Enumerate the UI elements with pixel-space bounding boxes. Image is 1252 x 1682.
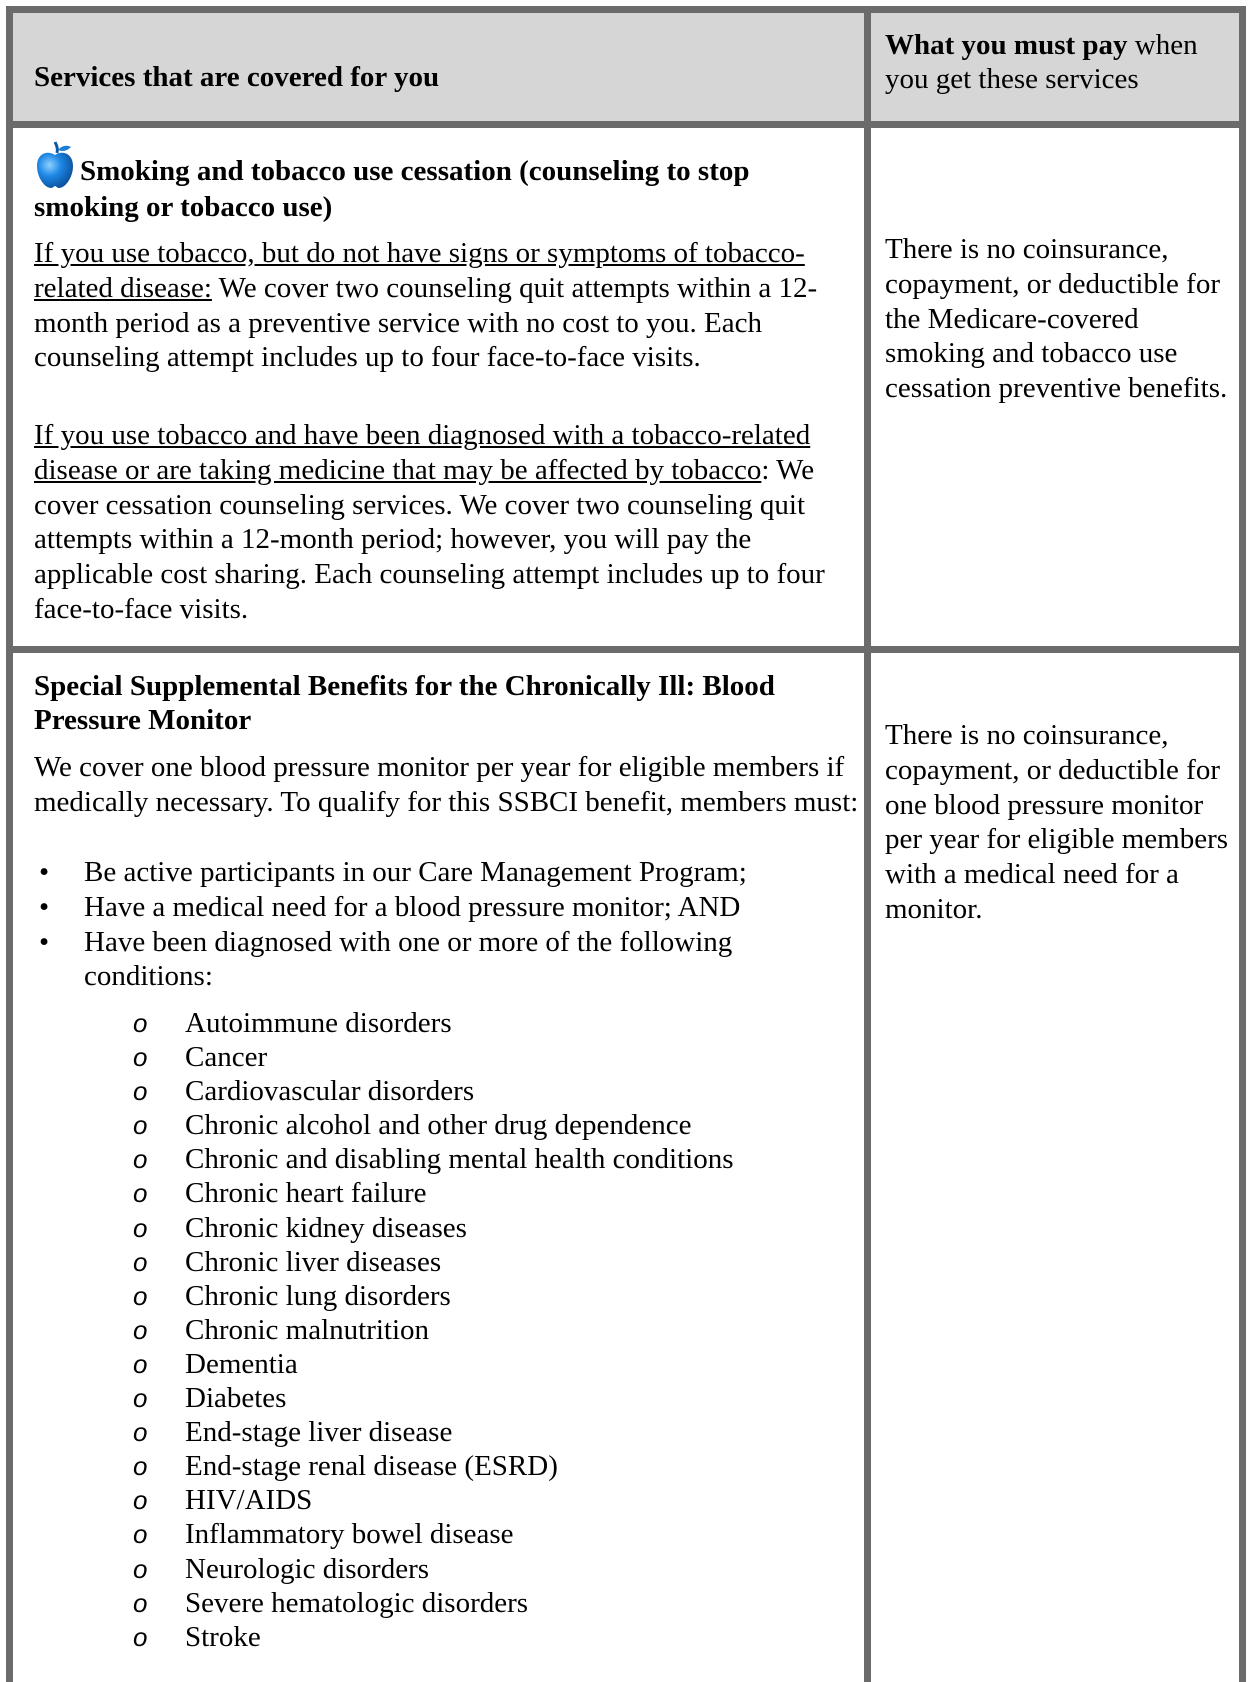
smoking-p2-text: : We cover cessation counseling services. We cover two counseling quit attempts within a 12-month period; however, you will pay the applicable cost sharing. Each counseling attempt includes up to four face-to-face visits. bbox=[34, 453, 825, 625]
list-item bbox=[133, 1552, 733, 1586]
ssbci-title: Special Supplemental Benefits for the Chronically Ill: Blood Pressure Monitor bbox=[34, 670, 775, 737]
smoking-title-text: Smoking and tobacco use cessation (counseling to stop smoking or tobacco use) bbox=[34, 155, 750, 223]
condition-text: Chronic malnutrition bbox=[185, 1313, 430, 1346]
smoking-p1-text: We cover two counseling quit attempts within a 12-month period as a preventive service with no cost to you. Each counseling attempt includes up to four face-to-face visits. bbox=[34, 271, 818, 374]
circle-bullet-icon: o bbox=[133, 1485, 148, 1516]
list-item bbox=[34, 855, 862, 890]
condition-text: Chronic lung disorders bbox=[185, 1279, 451, 1312]
list-item bbox=[34, 925, 862, 995]
ssbci-intro: We cover one blood pressure monitor per year for eligible members if medically necessary. To qualify for this SSBCI benefit, members must: bbox=[34, 751, 859, 818]
condition-text: Severe hematologic disorders bbox=[185, 1586, 529, 1619]
condition-text: HIV/AIDS bbox=[185, 1484, 313, 1517]
condition-text: Neurologic disorders bbox=[185, 1552, 430, 1585]
smoking-paragraph-1 bbox=[34, 236, 862, 375]
circle-bullet-icon: o bbox=[133, 1144, 148, 1175]
condition-text: Chronic and disabling mental health conditions bbox=[185, 1143, 734, 1176]
circle-bullet-icon: o bbox=[133, 1587, 148, 1618]
header-pay-label bbox=[885, 28, 1245, 96]
benefits-table bbox=[6, 6, 1246, 1682]
requirement-text: Have a medical need for a blood pressure monitor; AND bbox=[84, 890, 741, 923]
list-item bbox=[133, 1074, 733, 1108]
list-item bbox=[133, 1279, 733, 1313]
condition-text: Chronic heart failure bbox=[185, 1177, 427, 1210]
bullet-icon: • bbox=[39, 890, 50, 923]
list-item bbox=[133, 1176, 733, 1210]
condition-text: Autoimmune disorders bbox=[185, 1007, 452, 1039]
list-item bbox=[133, 1040, 733, 1074]
conditions-list bbox=[133, 1006, 733, 1654]
table-top-border bbox=[13, 6, 1239, 13]
circle-bullet-icon: o bbox=[133, 1212, 148, 1243]
smoking-paragraph-2 bbox=[34, 418, 862, 627]
circle-bullet-icon: o bbox=[133, 1280, 148, 1311]
row-divider bbox=[13, 646, 1239, 653]
condition-text: Inflammatory bowel disease bbox=[185, 1518, 514, 1551]
header-pay-rest: when you get these services bbox=[885, 29, 1198, 96]
circle-bullet-icon: o bbox=[133, 1621, 148, 1652]
circle-bullet-icon: o bbox=[133, 1451, 148, 1482]
header-services-label: Services that are covered for you bbox=[34, 61, 440, 93]
list-item bbox=[133, 1347, 733, 1381]
ssbci-requirements-list bbox=[34, 855, 862, 994]
list-item bbox=[133, 1006, 733, 1040]
list-item bbox=[133, 1449, 733, 1483]
circle-bullet-icon: o bbox=[133, 1348, 148, 1379]
smoking-p2-underlined: If you use tobacco and have been diagnosed with a tobacco-related disease or are taking medicine that may be affected by tobacco bbox=[34, 419, 811, 486]
column-divider bbox=[864, 6, 871, 1682]
circle-bullet-icon: o bbox=[133, 1519, 148, 1550]
list-item bbox=[133, 1211, 733, 1245]
ssbci-cost-text: There is no coinsurance, copayment, or deductible for one blood pressure monitor per year for eligible members with a medical need for a monitor. bbox=[885, 719, 1229, 925]
list-item bbox=[133, 1108, 733, 1142]
list-item bbox=[133, 1483, 733, 1517]
circle-bullet-icon: o bbox=[133, 1042, 148, 1073]
requirement-text: Have been diagnosed with one or more of the following conditions: bbox=[84, 925, 733, 993]
list-item bbox=[133, 1313, 733, 1347]
condition-text: Chronic alcohol and other drug dependence bbox=[185, 1109, 692, 1142]
list-item bbox=[133, 1586, 733, 1620]
circle-bullet-icon: o bbox=[133, 1008, 148, 1038]
smoking-cessation-title bbox=[34, 138, 854, 225]
list-item bbox=[133, 1142, 733, 1176]
list-item bbox=[133, 1381, 733, 1415]
apple-icon bbox=[34, 138, 76, 190]
list-item bbox=[34, 890, 862, 925]
header-divider bbox=[13, 121, 1239, 128]
condition-text: End-stage renal disease (ESRD) bbox=[185, 1450, 558, 1483]
smoking-p1-underlined: If you use tobacco, but do not have signs or symptoms of tobacco-related disease: bbox=[34, 237, 805, 304]
bullet-icon: • bbox=[39, 856, 50, 888]
circle-bullet-icon: o bbox=[133, 1076, 148, 1107]
requirement-text: Be active participants in our Care Management Program; bbox=[84, 856, 747, 888]
condition-text: Diabetes bbox=[185, 1382, 287, 1415]
circle-bullet-icon: o bbox=[133, 1553, 148, 1584]
list-item bbox=[133, 1415, 733, 1449]
bullet-icon: • bbox=[39, 925, 50, 958]
list-item bbox=[133, 1620, 733, 1654]
condition-text: Dementia bbox=[185, 1347, 298, 1380]
circle-bullet-icon: o bbox=[133, 1417, 148, 1448]
circle-bullet-icon: o bbox=[133, 1110, 148, 1141]
header-pay-bold: What you must pay bbox=[885, 29, 1128, 61]
circle-bullet-icon: o bbox=[133, 1178, 148, 1209]
condition-text: Cancer bbox=[185, 1041, 268, 1074]
condition-text: End-stage liver disease bbox=[185, 1416, 453, 1449]
smoking-cost-text: There is no coinsurance, copayment, or deductible for the Medicare-covered smoking and tobacco use cessation preventive benefits. bbox=[885, 233, 1228, 405]
circle-bullet-icon: o bbox=[133, 1246, 148, 1277]
condition-text: Cardiovascular disorders bbox=[185, 1075, 475, 1108]
circle-bullet-icon: o bbox=[133, 1383, 148, 1414]
list-item bbox=[133, 1517, 733, 1551]
list-item bbox=[133, 1245, 733, 1279]
circle-bullet-icon: o bbox=[133, 1314, 148, 1345]
condition-text: Chronic liver diseases bbox=[185, 1245, 442, 1278]
condition-text: Chronic kidney diseases bbox=[185, 1211, 467, 1244]
condition-text: Stroke bbox=[185, 1620, 261, 1653]
